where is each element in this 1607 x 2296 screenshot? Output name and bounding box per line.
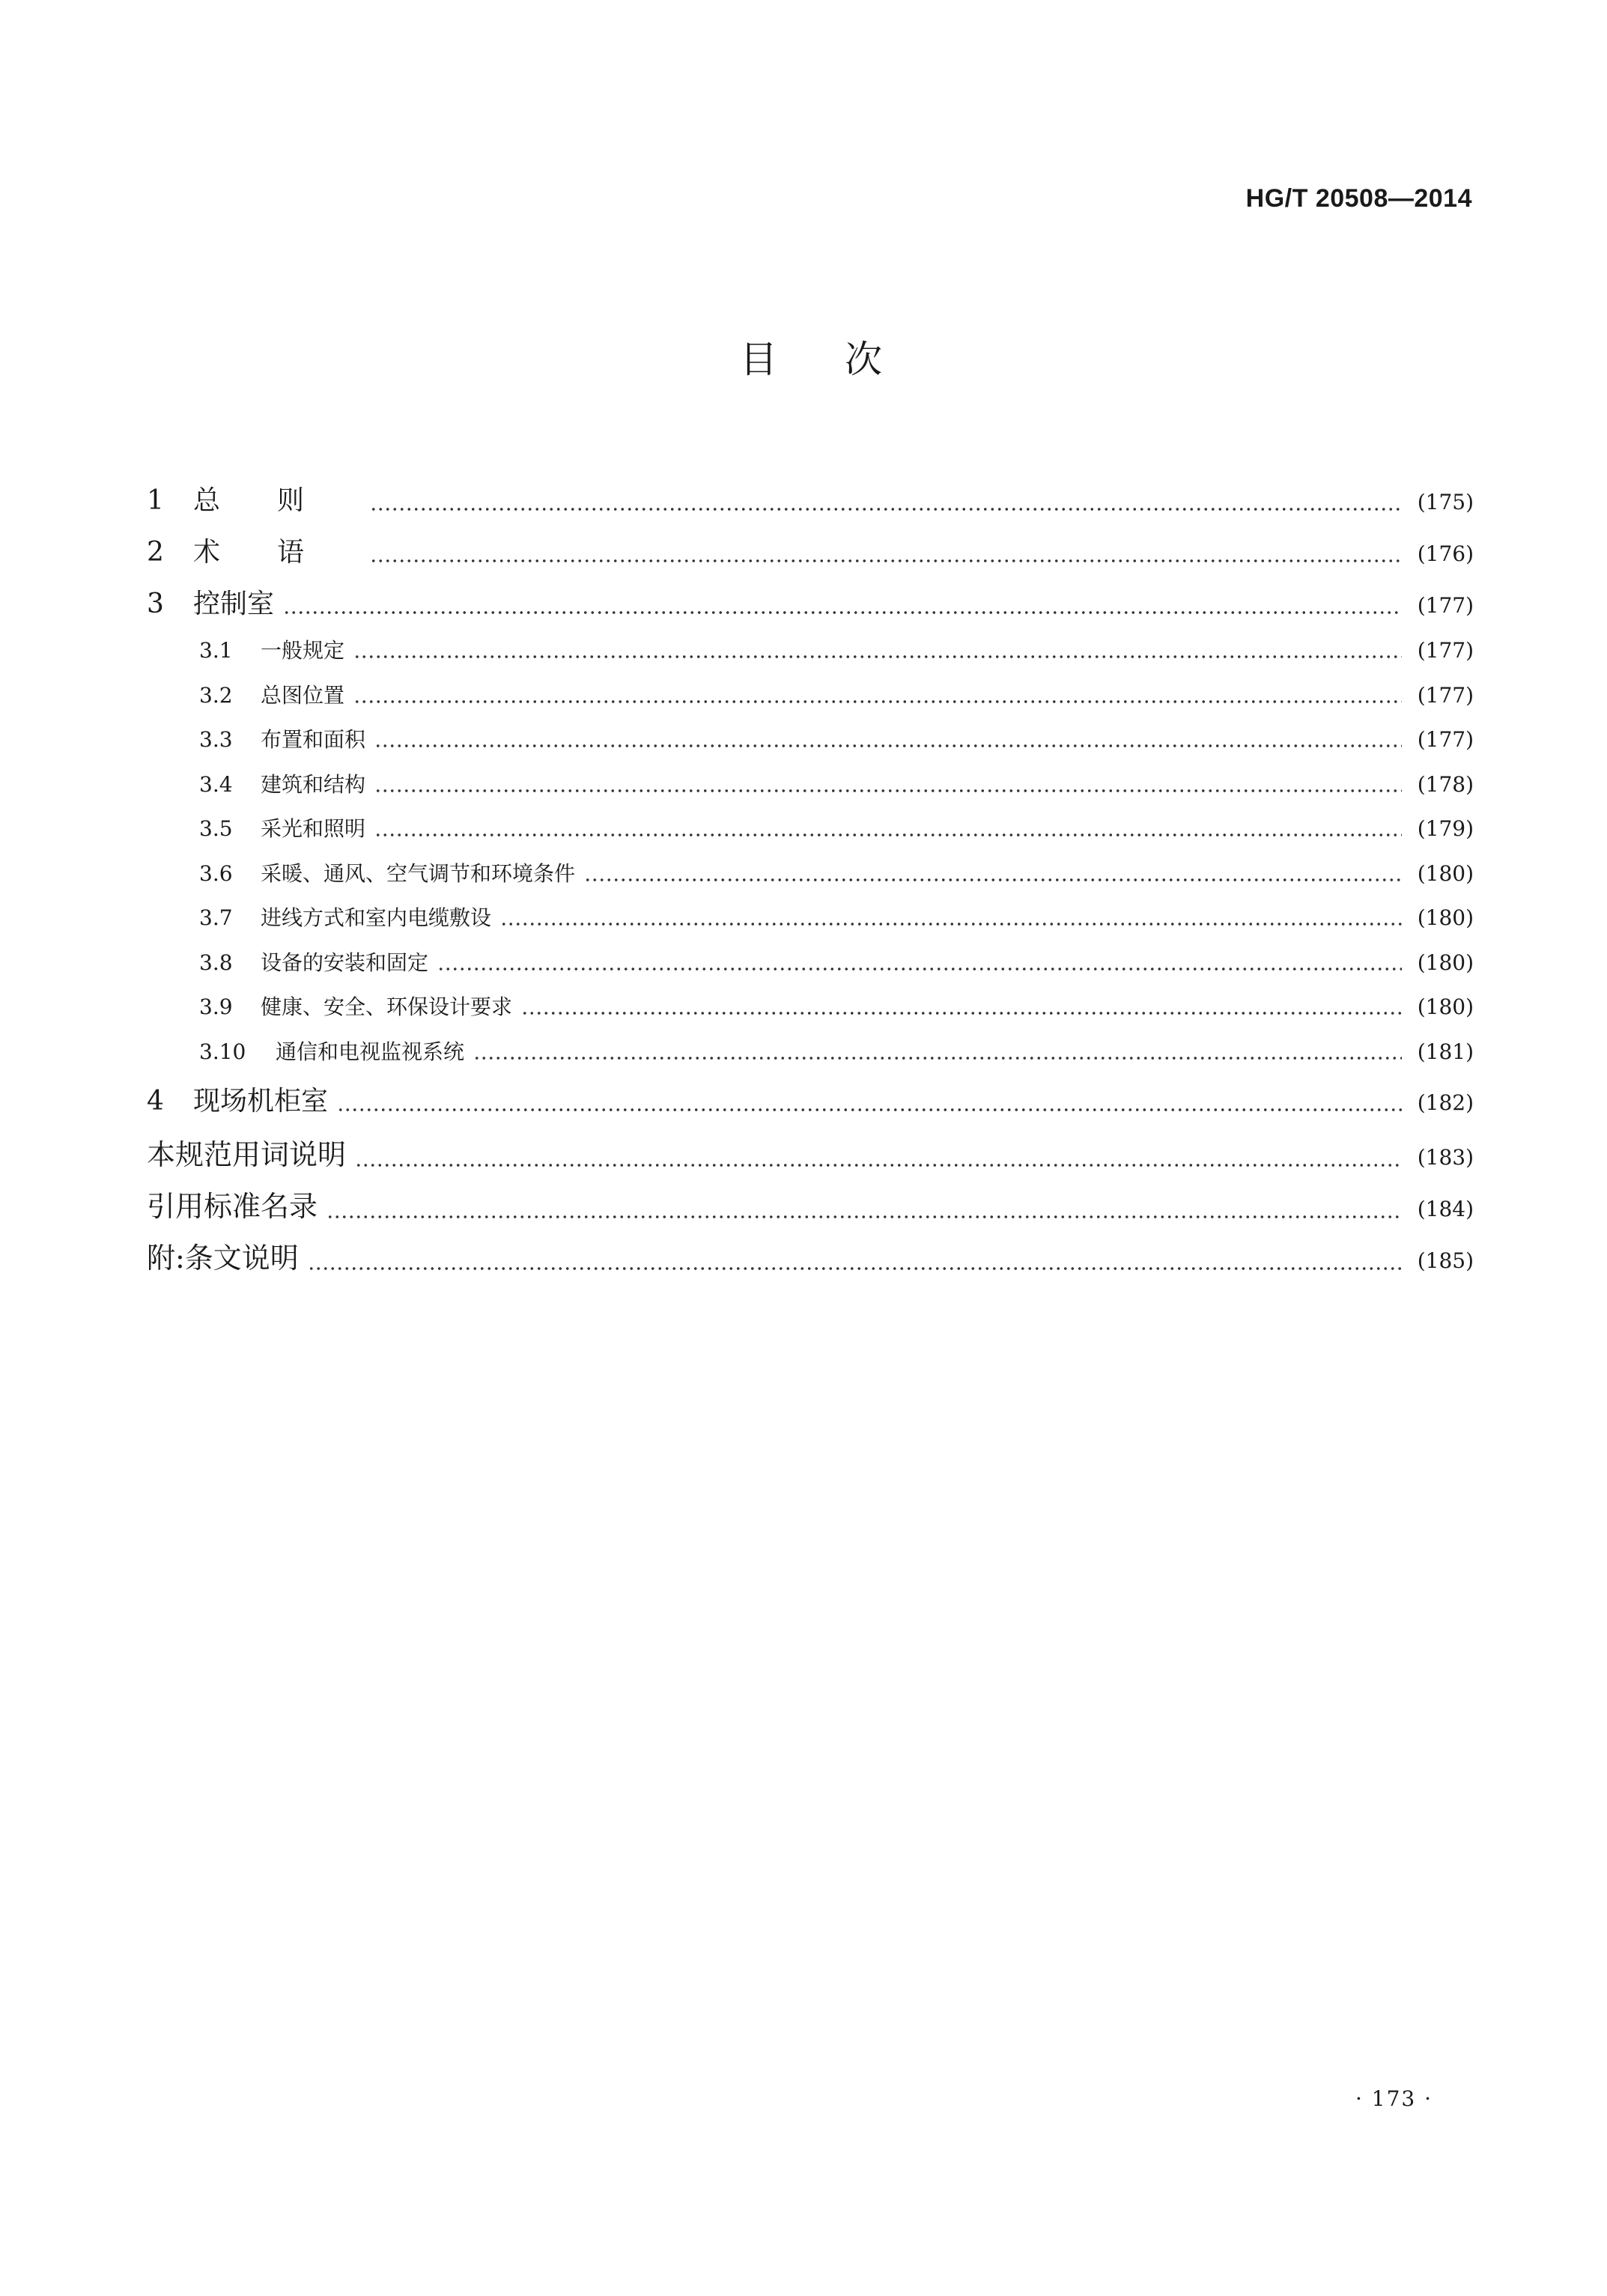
toc-label: 术语 [193, 537, 362, 568]
toc-entry-chapter-2[interactable] [147, 531, 1474, 583]
toc-number: 3.7 [199, 905, 233, 930]
toc-entry-clause-explanation[interactable] [147, 1235, 1474, 1287]
toc-entry-section-3-6[interactable] [147, 857, 1474, 902]
leader-dots [337, 1086, 1402, 1113]
toc-label: 本规范用词说明 [147, 1138, 347, 1171]
standard-code: HG/T 20508—2014 [1245, 184, 1472, 213]
toc-number: 3.6 [199, 860, 233, 886]
toc-number: 3.2 [199, 682, 233, 708]
leader-dots [353, 684, 1402, 705]
toc-entry-chapter-3[interactable] [147, 583, 1474, 634]
toc-label: 进线方式和室内电缆敷设 [261, 905, 492, 930]
toc-entry-section-3-5[interactable] [147, 813, 1474, 857]
toc-entry-section-3-3[interactable] [147, 723, 1474, 768]
leader-dots [521, 995, 1402, 1016]
toc-number: 3 [147, 589, 164, 619]
leader-dots [584, 862, 1402, 883]
toc-label: 健康、安全、环保设计要求 [261, 994, 513, 1019]
toc-label: 总图位置 [261, 682, 345, 708]
leader-dots [355, 1140, 1402, 1168]
toc-page: (184) [1417, 1197, 1474, 1221]
toc-label: 附:条文说明 [147, 1242, 299, 1275]
toc-label: 现场机柜室 [193, 1086, 329, 1117]
leader-dots [374, 773, 1402, 794]
leader-dots [473, 1040, 1402, 1061]
toc-entry-section-3-7[interactable] [147, 902, 1474, 947]
leader-dots [437, 951, 1402, 972]
toc-page: (180) [1417, 994, 1474, 1019]
toc-page: (182) [1417, 1090, 1474, 1115]
toc-page: (177) [1417, 638, 1474, 663]
toc-label: 引用标准名录 [147, 1190, 318, 1223]
toc-entry-section-3-10[interactable] [147, 1036, 1474, 1081]
toc-page: (178) [1417, 771, 1474, 797]
toc-label: 控制室 [193, 589, 275, 619]
toc-page: (176) [1417, 541, 1474, 566]
toc-number: 2 [147, 537, 164, 568]
leader-dots [370, 485, 1402, 512]
toc-label: 采光和照明 [261, 816, 366, 841]
page-number: · 173 · [1355, 2086, 1433, 2111]
toc-page: (180) [1417, 860, 1474, 886]
toc-label: 布置和面积 [261, 727, 366, 752]
toc-number: 3.10 [199, 1039, 246, 1064]
table-of-contents [147, 479, 1474, 1287]
leader-dots [374, 728, 1402, 749]
toc-page: (185) [1417, 1248, 1474, 1273]
toc-number: 3.4 [199, 771, 233, 797]
toc-page: (177) [1417, 593, 1474, 618]
leader-dots [374, 817, 1402, 838]
toc-label: 设备的安装和固定 [261, 950, 429, 975]
toc-page: (175) [1417, 490, 1474, 514]
toc-entry-terminology-explanation[interactable] [147, 1132, 1474, 1183]
toc-number: 3.8 [199, 950, 233, 975]
toc-label: 总则 [193, 485, 362, 516]
toc-number: 3.1 [199, 638, 233, 663]
toc-page: (177) [1417, 727, 1474, 752]
toc-label: 通信和电视监视系统 [276, 1039, 465, 1064]
toc-page: (179) [1417, 816, 1474, 841]
toc-entry-section-3-8[interactable] [147, 947, 1474, 991]
toc-page: (177) [1417, 682, 1474, 708]
leader-dots [500, 906, 1402, 927]
toc-entry-section-3-4[interactable] [147, 768, 1474, 813]
toc-label: 一般规定 [261, 638, 345, 663]
toc-number: 4 [147, 1086, 164, 1117]
leader-dots [353, 639, 1402, 660]
toc-label: 建筑和结构 [261, 771, 366, 797]
toc-entry-section-3-2[interactable] [147, 679, 1474, 724]
toc-number: 3.9 [199, 994, 233, 1019]
toc-number: 1 [147, 485, 164, 516]
toc-entry-section-3-1[interactable] [147, 634, 1474, 679]
toc-page: (181) [1417, 1039, 1474, 1064]
toc-number: 3.3 [199, 727, 233, 752]
toc-number: 3.5 [199, 816, 233, 841]
page-title: 目次 [740, 338, 950, 381]
toc-page: (180) [1417, 905, 1474, 930]
leader-dots [326, 1191, 1402, 1220]
toc-page: (183) [1417, 1145, 1474, 1170]
leader-dots [308, 1243, 1402, 1272]
toc-entry-referenced-standards[interactable] [147, 1183, 1474, 1235]
toc-page: (180) [1417, 950, 1474, 975]
leader-dots [283, 589, 1402, 616]
toc-entry-section-3-9[interactable] [147, 991, 1474, 1036]
leader-dots [370, 537, 1402, 564]
toc-entry-chapter-1[interactable] [147, 479, 1474, 531]
toc-entry-chapter-4[interactable] [147, 1080, 1474, 1132]
toc-label: 采暖、通风、空气调节和环境条件 [261, 860, 576, 886]
